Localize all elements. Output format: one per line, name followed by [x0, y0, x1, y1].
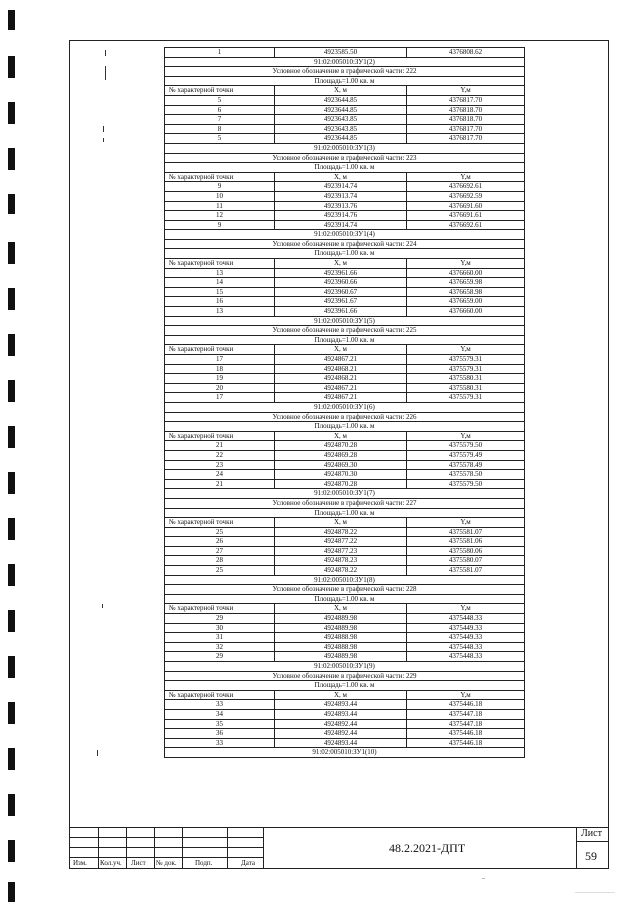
table-row: [165, 470, 525, 480]
x-coordinate-cell: 4924877.22: [275, 537, 407, 547]
table-row: [165, 422, 525, 432]
x-coordinate-cell: 4923643.85: [275, 115, 407, 125]
table-row: [165, 383, 525, 393]
x-coordinate-cell: 4924867.21: [275, 383, 407, 393]
x-coordinate-cell: 4923644.85: [275, 95, 407, 105]
point-number-cell: 27: [165, 546, 275, 556]
x-coordinate-cell: 4923960.66: [275, 278, 407, 288]
table-row: [165, 738, 525, 748]
table-row: [165, 364, 525, 374]
y-coordinate-cell: 4376660.00: [407, 268, 525, 278]
table-row: [165, 326, 525, 336]
area-text: Площадь=1.00 кв. м: [165, 249, 525, 259]
designation-text: Условное обозначение в графической части: 223: [165, 153, 525, 163]
header-point-number: № характерной точки: [165, 86, 275, 96]
binding-mark: [8, 748, 15, 770]
point-number-cell: 36: [165, 729, 275, 739]
y-coordinate-cell: 4375579.49: [407, 450, 525, 460]
point-number-cell: 18: [165, 364, 275, 374]
table-row: [165, 700, 525, 710]
table-row: [165, 278, 525, 288]
y-coordinate-cell: 4375580.31: [407, 374, 525, 384]
table-row: [165, 508, 525, 518]
y-coordinate-cell: 4376817.70: [407, 134, 525, 144]
binding-mark: [8, 472, 15, 494]
y-coordinate-cell: 4375448.33: [407, 614, 525, 624]
table-row: [165, 709, 525, 719]
table-row: [165, 575, 525, 585]
y-coordinate-cell: 4375447.18: [407, 709, 525, 719]
table-row: [165, 307, 525, 317]
table-row: [165, 594, 525, 604]
binding-mark: [8, 794, 15, 816]
y-coordinate-cell: 4375581.06: [407, 537, 525, 547]
table-row: [165, 230, 525, 240]
point-number-cell: 24: [165, 470, 275, 480]
y-coordinate-cell: 4375580.07: [407, 556, 525, 566]
point-number-cell: 15: [165, 287, 275, 297]
x-coordinate-cell: 4924869.30: [275, 460, 407, 470]
table-row: [165, 220, 525, 230]
header-y: Y,м: [407, 431, 525, 441]
point-number-cell: 19: [165, 374, 275, 384]
x-coordinate-cell: 4923913.74: [275, 191, 407, 201]
table-row: [165, 662, 525, 672]
header-point-number: № характерной точки: [165, 345, 275, 355]
table-row: [165, 690, 525, 700]
x-coordinate-cell: 4924867.21: [275, 355, 407, 365]
table-row: [165, 441, 525, 451]
table-row: [165, 642, 525, 652]
point-number-cell: 21: [165, 441, 275, 451]
table-row: [165, 489, 525, 499]
stamp-label-sheet: Лист: [131, 859, 146, 867]
table-row: [165, 402, 525, 412]
scan-spot: [482, 878, 485, 879]
y-coordinate-cell: 4375448.33: [407, 652, 525, 662]
binding-mark: [8, 56, 15, 78]
table-row: [165, 86, 525, 96]
point-number-cell: 33: [165, 738, 275, 748]
table-row: [165, 671, 525, 681]
table-row: [165, 67, 525, 77]
point-number-cell: 31: [165, 633, 275, 643]
binding-mark: [8, 656, 15, 678]
x-coordinate-cell: 4924888.98: [275, 633, 407, 643]
table-row: [165, 729, 525, 739]
y-coordinate-cell: 4376818.70: [407, 115, 525, 125]
table-row: [165, 566, 525, 576]
x-coordinate-cell: 4924893.44: [275, 700, 407, 710]
binding-mark: [8, 334, 15, 356]
point-number-cell: 35: [165, 719, 275, 729]
point-number-cell: 29: [165, 652, 275, 662]
x-coordinate-cell: 4923961.66: [275, 307, 407, 317]
header-x: X, м: [275, 518, 407, 528]
y-coordinate-cell: 4375447.18: [407, 719, 525, 729]
point-number-cell: 5: [165, 134, 275, 144]
table-row: [165, 153, 525, 163]
x-coordinate-cell: 4924870.28: [275, 441, 407, 451]
table-row: [165, 460, 525, 470]
table-row: [165, 57, 525, 67]
y-coordinate-cell: 4376691.60: [407, 201, 525, 211]
binding-mark: [8, 702, 15, 724]
x-coordinate-cell: 4924878.23: [275, 556, 407, 566]
point-number-cell: 9: [165, 220, 275, 230]
header-x: X, м: [275, 690, 407, 700]
header-y: Y,м: [407, 345, 525, 355]
designation-text: Условное обозначение в графической части: 229: [165, 671, 525, 681]
header-point-number: № характерной точки: [165, 172, 275, 182]
point-number-cell: 16: [165, 297, 275, 307]
header-x: X, м: [275, 259, 407, 269]
table-row: [165, 268, 525, 278]
stamp-label-signature: Подп.: [195, 859, 213, 867]
y-coordinate-cell: 4375449.33: [407, 623, 525, 633]
header-y: Y,м: [407, 86, 525, 96]
point-number-cell: 13: [165, 268, 275, 278]
point-number-cell: 25: [165, 527, 275, 537]
binding-mark: [8, 518, 15, 540]
table-row: [165, 239, 525, 249]
header-x: X, м: [275, 604, 407, 614]
x-coordinate-cell: 4924878.22: [275, 566, 407, 576]
area-text: Площадь=1.00 кв. м: [165, 508, 525, 518]
table-row: [165, 287, 525, 297]
x-coordinate-cell: 4923960.67: [275, 287, 407, 297]
stamp-label-doc: № док.: [156, 859, 177, 867]
y-coordinate-cell: 4376659.00: [407, 297, 525, 307]
header-point-number: № характерной точки: [165, 259, 275, 269]
binding-mark: [8, 610, 15, 632]
x-coordinate-cell: 4924869.28: [275, 450, 407, 460]
table-row: [165, 172, 525, 182]
x-coordinate-cell: 4924870.30: [275, 470, 407, 480]
point-number-cell: 23: [165, 460, 275, 470]
x-coordinate-cell: 4924892.44: [275, 729, 407, 739]
table-row: [165, 345, 525, 355]
binding-mark: [8, 10, 15, 30]
x-coordinate-cell: 4923961.66: [275, 268, 407, 278]
binding-mark: [8, 242, 15, 264]
x-coordinate-cell: 4923585.50: [275, 48, 407, 58]
y-coordinate-cell: 4376658.98: [407, 287, 525, 297]
sheet-label: Лист: [581, 828, 602, 839]
x-coordinate-cell: 4924893.44: [275, 709, 407, 719]
point-number-cell: 7: [165, 115, 275, 125]
cadastral-number: 91:02:005010:ЗУ1(5): [165, 316, 525, 326]
x-coordinate-cell: 4924888.98: [275, 642, 407, 652]
point-number-cell: 30: [165, 623, 275, 633]
table-row: [165, 527, 525, 537]
y-coordinate-cell: 4375579.31: [407, 393, 525, 403]
table-row: [165, 393, 525, 403]
designation-text: Условное обозначение в графической части: 228: [165, 585, 525, 595]
point-number-cell: 13: [165, 307, 275, 317]
cadastral-number: 91:02:005010:ЗУ1(2): [165, 57, 525, 67]
point-number-cell: 28: [165, 556, 275, 566]
y-coordinate-cell: 4376808.62: [407, 48, 525, 58]
cadastral-number: 91:02:005010:ЗУ1(9): [165, 662, 525, 672]
header-y: Y,м: [407, 172, 525, 182]
table-row: [165, 450, 525, 460]
x-coordinate-cell: 4924878.22: [275, 527, 407, 537]
coordinates-table: [164, 47, 525, 758]
x-coordinate-cell: 4923914.74: [275, 182, 407, 192]
area-text: Площадь=1.00 кв. м: [165, 422, 525, 432]
y-coordinate-cell: 4375579.50: [407, 441, 525, 451]
point-number-cell: 8: [165, 124, 275, 134]
table-row: [165, 143, 525, 153]
point-number-cell: 17: [165, 355, 275, 365]
y-coordinate-cell: 4375446.18: [407, 700, 525, 710]
stamp-label-date: Дата: [241, 859, 255, 867]
binding-mark: [8, 194, 15, 214]
table-row: [165, 498, 525, 508]
area-text: Площадь=1.00 кв. м: [165, 76, 525, 86]
x-coordinate-cell: 4924867.21: [275, 393, 407, 403]
y-coordinate-cell: 4376818.70: [407, 105, 525, 115]
sheet-number: 59: [585, 849, 597, 863]
x-coordinate-cell: 4924892.44: [275, 719, 407, 729]
table-row: [165, 297, 525, 307]
stamp-label-change: Изм.: [73, 859, 87, 867]
point-number-cell: 11: [165, 201, 275, 211]
header-x: X, м: [275, 431, 407, 441]
header-y: Y,м: [407, 518, 525, 528]
y-coordinate-cell: 4375580.06: [407, 546, 525, 556]
y-coordinate-cell: 4375578.49: [407, 460, 525, 470]
table-row: [165, 652, 525, 662]
header-y: Y,м: [407, 690, 525, 700]
table-row: [165, 316, 525, 326]
cadastral-number: 91:02:005010:ЗУ1(3): [165, 143, 525, 153]
y-coordinate-cell: 4375449.33: [407, 633, 525, 643]
x-coordinate-cell: 4923644.85: [275, 105, 407, 115]
y-coordinate-cell: 4376817.70: [407, 95, 525, 105]
table-row: [165, 585, 525, 595]
table-row: [165, 719, 525, 729]
table-row: [165, 76, 525, 86]
table-row: [165, 95, 525, 105]
x-coordinate-cell: 4923961.67: [275, 297, 407, 307]
table-row: [165, 163, 525, 173]
table-row: [165, 431, 525, 441]
document-code: 48.2.2021-ДПТ: [389, 841, 466, 855]
table-row: [165, 537, 525, 547]
table-row: [165, 748, 525, 758]
point-number-cell: 1: [165, 48, 275, 58]
table-row: [165, 374, 525, 384]
header-x: X, м: [275, 172, 407, 182]
point-number-cell: 26: [165, 537, 275, 547]
binding-mark: [8, 148, 15, 170]
point-number-cell: 6: [165, 105, 275, 115]
point-number-cell: 34: [165, 709, 275, 719]
y-coordinate-cell: 4375579.31: [407, 364, 525, 374]
binding-mark: [8, 426, 15, 448]
point-number-cell: 21: [165, 479, 275, 489]
point-number-cell: 32: [165, 642, 275, 652]
scan-spot: [575, 892, 615, 893]
table-row: [165, 115, 525, 125]
stamp-label-count: Кол.уч.: [100, 859, 122, 867]
y-coordinate-cell: 4376691.61: [407, 211, 525, 221]
table-row: [165, 479, 525, 489]
table-row: [165, 604, 525, 614]
header-y: Y,м: [407, 259, 525, 269]
point-number-cell: 12: [165, 211, 275, 221]
title-block: [69, 827, 609, 869]
header-point-number: № характерной точки: [165, 604, 275, 614]
table-row: [165, 412, 525, 422]
header-x: X, м: [275, 86, 407, 96]
table-row: [165, 105, 525, 115]
point-number-cell: 22: [165, 450, 275, 460]
area-text: Площадь=1.00 кв. м: [165, 594, 525, 604]
y-coordinate-cell: 4375580.31: [407, 383, 525, 393]
header-point-number: № характерной точки: [165, 690, 275, 700]
table-row: [165, 182, 525, 192]
y-coordinate-cell: 4375446.18: [407, 738, 525, 748]
y-coordinate-cell: 4375578.50: [407, 470, 525, 480]
y-coordinate-cell: 4376817.70: [407, 124, 525, 134]
y-coordinate-cell: 4376692.61: [407, 182, 525, 192]
designation-text: Условное обозначение в графической части: 226: [165, 412, 525, 422]
y-coordinate-cell: 4375581.07: [407, 566, 525, 576]
x-coordinate-cell: 4924889.98: [275, 652, 407, 662]
area-text: Площадь=1.00 кв. м: [165, 335, 525, 345]
point-number-cell: 33: [165, 700, 275, 710]
x-coordinate-cell: 4923913.76: [275, 201, 407, 211]
y-coordinate-cell: 4375581.07: [407, 527, 525, 537]
cadastral-number: 91:02:005010:ЗУ1(10): [165, 748, 525, 758]
x-coordinate-cell: 4924868.21: [275, 364, 407, 374]
area-text: Площадь=1.00 кв. м: [165, 681, 525, 691]
point-number-cell: 9: [165, 182, 275, 192]
table-row: [165, 124, 525, 134]
point-number-cell: 14: [165, 278, 275, 288]
cadastral-number: 91:02:005010:ЗУ1(6): [165, 402, 525, 412]
x-coordinate-cell: 4924868.21: [275, 374, 407, 384]
cadastral-number: 91:02:005010:ЗУ1(8): [165, 575, 525, 585]
designation-text: Условное обозначение в графической части: 224: [165, 239, 525, 249]
table-row: [165, 614, 525, 624]
coordinates-table-body: [165, 48, 525, 758]
x-coordinate-cell: 4924893.44: [275, 738, 407, 748]
point-number-cell: 29: [165, 614, 275, 624]
binding-mark: [8, 564, 15, 586]
y-coordinate-cell: 4376659.98: [407, 278, 525, 288]
y-coordinate-cell: 4376692.59: [407, 191, 525, 201]
table-row: [165, 211, 525, 221]
y-coordinate-cell: 4375448.33: [407, 642, 525, 652]
table-row: [165, 249, 525, 259]
header-y: Y,м: [407, 604, 525, 614]
point-number-cell: 5: [165, 95, 275, 105]
table-row: [165, 518, 525, 528]
y-coordinate-cell: 4375579.31: [407, 355, 525, 365]
table-row: [165, 335, 525, 345]
table-row: [165, 681, 525, 691]
point-number-cell: 10: [165, 191, 275, 201]
table-row: [165, 633, 525, 643]
cadastral-number: 91:02:005010:ЗУ1(4): [165, 230, 525, 240]
binding-mark: [8, 102, 15, 124]
header-point-number: № характерной точки: [165, 518, 275, 528]
x-coordinate-cell: 4924889.98: [275, 614, 407, 624]
area-text: Площадь=1.00 кв. м: [165, 163, 525, 173]
x-coordinate-cell: 4924877.23: [275, 546, 407, 556]
binding-mark: [8, 840, 15, 862]
table-row: [165, 355, 525, 365]
x-coordinate-cell: 4923643.85: [275, 124, 407, 134]
table-row: [165, 48, 525, 58]
designation-text: Условное обозначение в графической части: 227: [165, 498, 525, 508]
y-coordinate-cell: 4375446.18: [407, 729, 525, 739]
table-row: [165, 191, 525, 201]
binding-mark: [8, 288, 15, 310]
point-number-cell: 20: [165, 383, 275, 393]
header-x: X, м: [275, 345, 407, 355]
x-coordinate-cell: 4924870.28: [275, 479, 407, 489]
binding-mark: [8, 882, 15, 902]
table-row: [165, 556, 525, 566]
header-point-number: № характерной точки: [165, 431, 275, 441]
x-coordinate-cell: 4923644.85: [275, 134, 407, 144]
table-row: [165, 134, 525, 144]
x-coordinate-cell: 4923914.76: [275, 211, 407, 221]
binding-mark: [8, 380, 15, 402]
y-coordinate-cell: 4376692.61: [407, 220, 525, 230]
table-row: [165, 201, 525, 211]
table-row: [165, 259, 525, 269]
y-coordinate-cell: 4375579.50: [407, 479, 525, 489]
table-row: [165, 623, 525, 633]
point-number-cell: 17: [165, 393, 275, 403]
point-number-cell: 25: [165, 566, 275, 576]
designation-text: Условное обозначение в графической части: 222: [165, 67, 525, 77]
x-coordinate-cell: 4924889.98: [275, 623, 407, 633]
cadastral-number: 91:02:005010:ЗУ1(7): [165, 489, 525, 499]
x-coordinate-cell: 4923914.74: [275, 220, 407, 230]
y-coordinate-cell: 4376660.00: [407, 307, 525, 317]
table-row: [165, 546, 525, 556]
designation-text: Условное обозначение в графической части: 225: [165, 326, 525, 336]
